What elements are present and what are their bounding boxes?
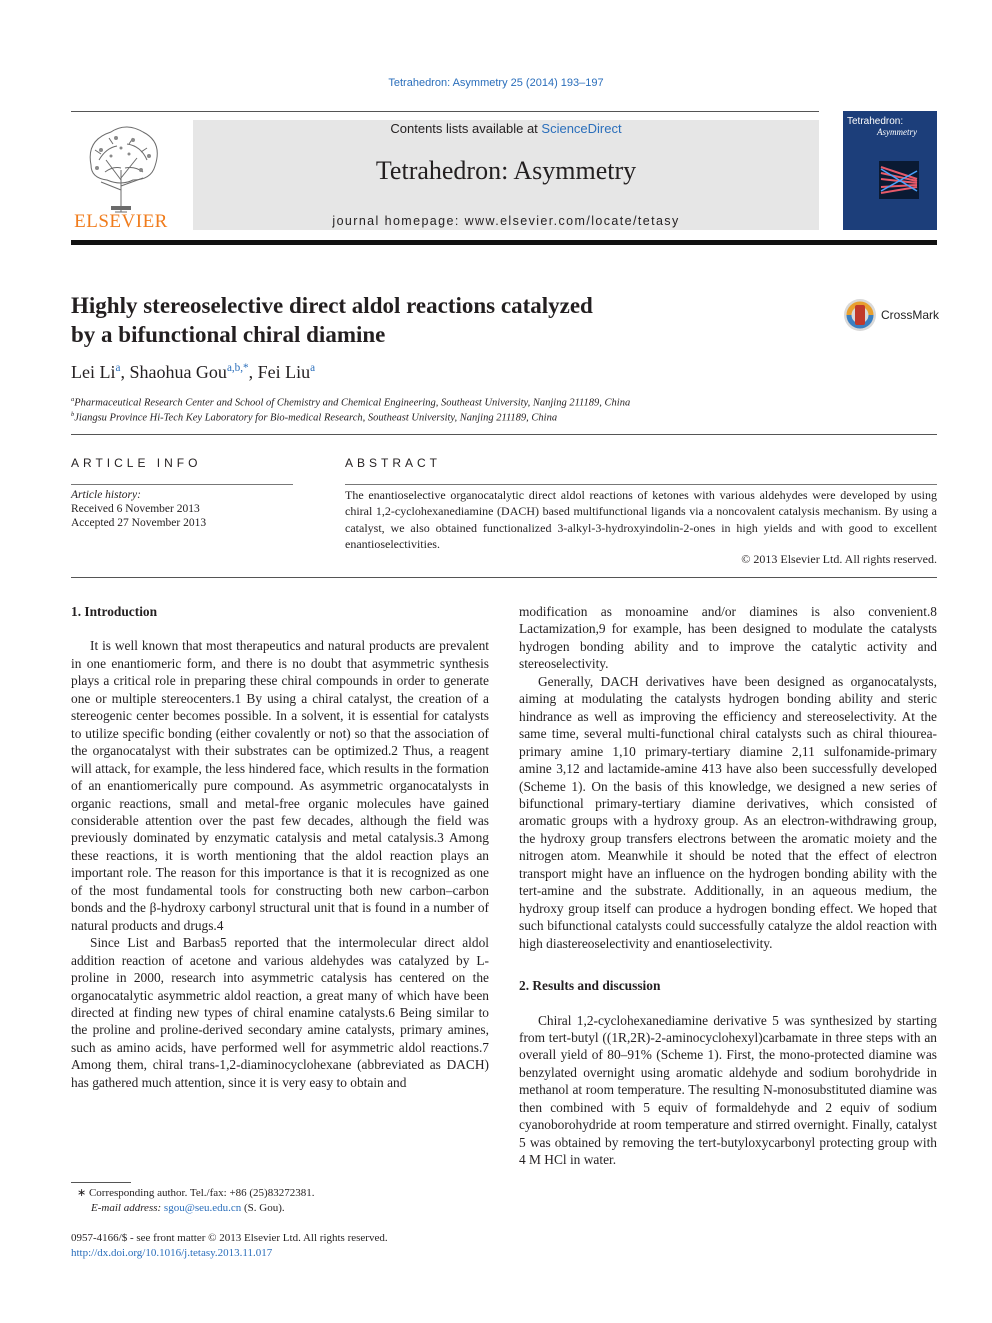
author-name[interactable]: Lei Li [71,362,116,382]
section-heading-introduction: 1. Introduction [71,604,158,619]
abstract-rule [345,484,937,485]
paragraph: It is well known that most therapeutics and natural products are prevalent in one enantiomeric form, and there is no doubt that asymmetric synthesis plays a critical role in preparing these chiral compounds in order to generate one or multiple stereocenters.1 By using a chiral catalyst, the creation of a stereogenic center becomes possible. In a solvent, it is essential for catalysts to utilize specific bonding (either covalently or not) so that the association of the organocatalyst with their substrates can be optimized.2 Thus, a reagent will attack, for example, the less hindered face, which results in the formation of an enantiomerically pure compound. As asymmetric organocatalysts in organic reactions, small and metal-free organic molecules have gained considerable attention over the past few decades, although the field was previously dominated by enzymatic catalysis and metal catalysis.3 Among these reactions, it is worth mentioning that the aldol reaction plays an important role. The reason for this importance is that it is recognized as one of the most fundamental tools for constructing both new carbon–carbon bonds and the β-hydroxy carbonyl structural unit that is found in a number of natural products and drugs.4 [71,638,489,933]
footnotes [71,1186,314,1216]
email-suffix: (S. Gou). [241,1202,285,1214]
email-note [71,1201,314,1216]
paragraph: Since List and Barbas5 reported that the intermolecular direct aldol addition reaction of acetone and various aldehydes was catalyzed by L-proline in 2000, research into asymmetric catalysis has centered on the organocatalytic asymmetric aldol reaction, a great many of which have been directed at finding new types of chiral enamine catalysts.6 Being similar to the proline and proline-derived secondary amine catalysts, primary amines, such as amino acids, have performed well for asymmetric aldol reactions.7 Among them, chiral trans-1,2-diaminocyclohexane (abbreviated as DACH) has gathered much attention, since it is very easy to obtain and [71,935,489,1090]
cover-artwork [879,161,919,199]
journal-header-box [193,120,819,230]
email-link[interactable]: sgou@seu.edu.cn [163,1202,242,1214]
article-title-line-1: Highly stereoselective direct aldol reactions catalyzed [71,293,593,318]
author-affiliation-ref[interactable]: a [310,362,316,374]
cover-title: Tetrahedron: [847,116,904,127]
author-name[interactable]: Fei Liu [257,362,311,382]
sciencedirect-link[interactable]: ScienceDirect [541,121,622,136]
body-column-right [519,603,937,1169]
received-date: Received 6 November 2013 [71,503,200,515]
affiliation-rule [71,434,937,435]
journal-cover-thumbnail[interactable] [843,111,937,230]
paragraph: Generally, DACH derivatives have been designed as organocatalysts, aiming at modulating the catalysts hydrogen bonding ability and steric hindrance as well as improving the efficiency and stereoselectivity. At the same time, several multi-functional chiral catalysts such as chiral thiourea-primary amine 1,10 primary-tertiary diamine 2,11 sulfonamide-primary amine 3,12 and lactamide-amine 413 have also been successfully developed (Scheme 1). On the basis of this knowledge, we designed a new series of bifunctional primary-tertiary diamine derivatives, which consisted of aromatic groups with a hydroxy group. As an electron-withdrawing group, the hydroxy group transfers electrons between the aromatic moiety and the nitrogen atom. Meanwhile it should be noted that the effect of electron transport might have an influence on the hydrogen bonding ability with the tert-amine and the substrate. Additionally, in an aqueous medium, the hydroxy group itself can produce a hydrogen bonding effect. We hoped that such bifunctional catalysts could successfully catalyze the aldol reaction with high diastereoselectivity and enantioselectivity. [519,673,937,951]
affiliation-marker: a [71,396,75,403]
article-title-line-2: by a bifunctional chiral diamine [71,322,386,347]
history-label: Article history: [71,489,141,501]
journal-title-text: Tetrahedron: Asymmetry [375,156,637,185]
article-title [71,291,691,349]
heading-spacer [71,620,489,637]
section-heading-results: 2. Results and discussion [519,978,661,994]
affiliation-text: Jiangsu Province Hi-Tech Key Laboratory for Bio-medical Research, Southeast University, Nanjing 211189, China [74,412,558,424]
email-label: E-mail address: [91,1202,164,1214]
article-info-heading: ARTICLE INFO [71,456,202,470]
paragraph: modification as monoamine and/or diamines is also convenient.8 Lactamization,9 for example, has been designed to modulate the catalysts hydrogen bonding ability and to improve the catalytic activity and stereoselectivity. [519,604,937,672]
section-spacer [519,952,937,977]
corresponding-author-note: ∗ Corresponding author. Tel./fax: +86 (25)83272381. [77,1187,315,1199]
article-info-rule [71,484,293,485]
author-affiliation-ref[interactable]: a [115,362,121,374]
author-name[interactable]: Shaohua Gou [129,362,227,382]
affiliation-text: Pharmaceutical Research Center and School of Chemistry and Chemical Engineering, Southeast University, Nanjing 211189, China [74,397,631,409]
affiliation-a [71,396,630,409]
contents-line [193,121,819,136]
author-list: Lei Li$^a$, Shaohua Gou$^{a,b,*}$, Fei Liu$^a$ [71,362,316,382]
crossmark-label: CrossMark [881,308,940,322]
issn-line: 0957-4166/$ - see front matter © 2013 Elsevier Ltd. All rights reserved. [71,1232,388,1244]
abstract-text: The enantioselective organocatalytic direct aldol reactions of ketones with various aldehydes were developed by using chiral 1,2-cyclohexanediamine (DACH) based multifunctional ligands via a noncovalent catalysis mechanism. By using a catalyst, we also obtained functionalized 3-alkyl-3-hydroxyindolin-2-ones in high yields and with good to excellent enantioselectivities. [345,488,937,551]
header-rule [71,111,819,112]
affiliation-marker: b [71,411,75,418]
affiliation-b [71,411,557,424]
issn-block [71,1231,388,1261]
body-column-left [71,603,489,1091]
abstract-copyright: © 2013 Elsevier Ltd. All rights reserved. [741,552,937,566]
header-thick-rule [71,240,937,245]
journal-title [193,156,819,186]
cover-subtitle: Asymmetry [877,127,917,137]
abstract-heading: ABSTRACT [345,456,442,470]
journal-homepage[interactable]: journal homepage: www.elsevier.com/locate/tetasy [332,214,680,228]
footnote-rule [71,1182,131,1183]
doi-link[interactable]: http://dx.doi.org/10.1016/j.tetasy.2013.11.017 [71,1247,273,1259]
author-affiliation-ref[interactable]: a,b,* [226,362,249,374]
journal-citation[interactable]: Tetrahedron: Asymmetry 25 (2014) 193–197 [388,77,604,89]
heading-spacer [519,995,937,1012]
elsevier-wordmark: ELSEVIER [74,211,168,232]
paragraph: Chiral 1,2-cyclohexanediamine derivative 5 was synthesized by starting from tert-butyl ((1R,2R)-2-aminocyclohexyl)carbamate in three steps with an overall yield of 80–91% (Scheme 1). First, the mono-protected diamine was benzylated overnight using aromatic aldehyde and sodium borohydride in methanol at room temperature. The resulting N-monosubstituted diamine was then combined with 5 equiv of formaldehyde and 2 equiv of sodium cyanoborohydride at room temperature and stirred overnight. Finally, catalyst 5 was obtained by removing the tert-butyloxycarbonyl protecting group with 4 M HCl in water. [519,1012,937,1168]
accepted-date: Accepted 27 November 2013 [71,517,207,529]
abstract-bottom-rule [71,577,937,578]
crossmark-icon [843,298,877,332]
crossmark-badge[interactable] [843,298,939,332]
article-history [71,488,206,530]
contents-prefix: Contents lists available at [390,121,542,136]
